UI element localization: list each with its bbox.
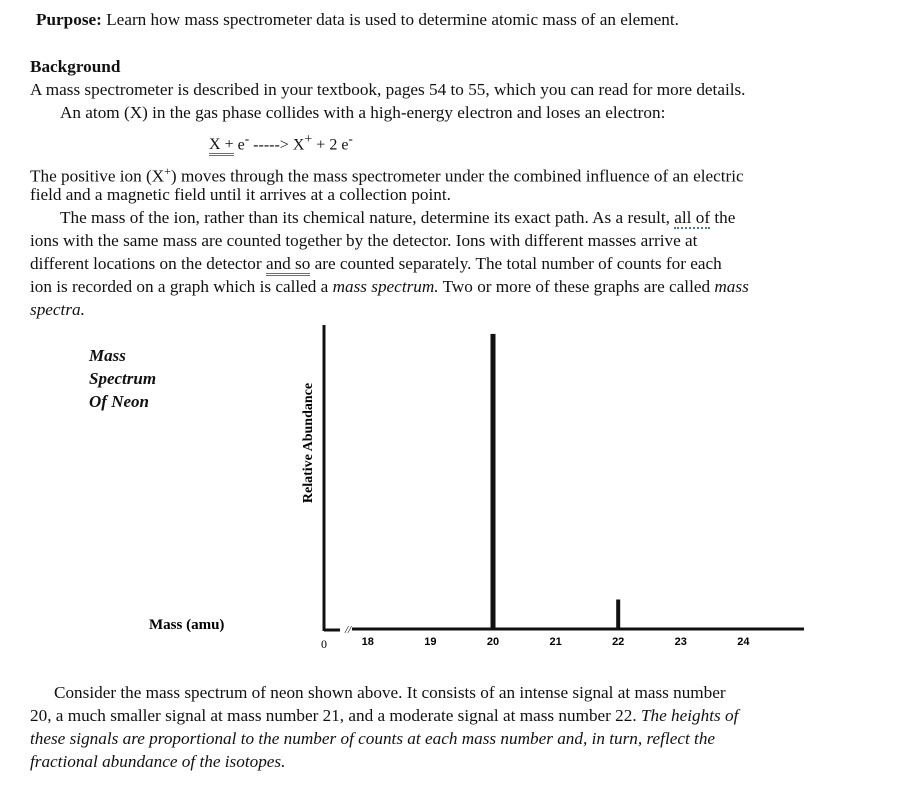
- tick-label-22: 22: [612, 636, 625, 648]
- tick-labels: [362, 636, 751, 648]
- tick-label-20: 20: [486, 636, 500, 648]
- tick-label-18: 18: [361, 636, 374, 648]
- chart-title-line1: Mass: [89, 346, 126, 365]
- conclusion-l2-text: 20, a much smaller signal at mass number 21, and a moderate signal at mass number 22.: [30, 706, 637, 725]
- equation-product-rest: + 2 e: [316, 136, 349, 154]
- axis-break-mark: //: [345, 624, 352, 636]
- chart-title-line2: Spectrum: [89, 369, 157, 388]
- origin-label: 0: [321, 637, 327, 651]
- p3-l3-grammar-mark: and so: [266, 254, 310, 276]
- equation-product: X: [292, 136, 305, 154]
- equation-electron-charge: -: [244, 131, 250, 146]
- tick-label-24: 24: [737, 636, 750, 648]
- chart-title-line3: Of Neon: [89, 392, 149, 411]
- background-p3-line2: ions with the same mass are counted together by the detector. Ions with different masses arrive at: [30, 231, 698, 250]
- p3-l4-text-b: Two or more of these graphs are called: [442, 277, 711, 296]
- equation-product-electron-charge: -: [348, 131, 353, 146]
- equation-electron: e: [237, 136, 245, 154]
- p3-grammar-mark: all of: [674, 208, 711, 227]
- p3-l4-term: mass spectrum.: [332, 277, 439, 296]
- equation-reactant: X: [209, 136, 221, 154]
- bar-mass-20: [491, 334, 496, 629]
- p2-text-a: The positive ion (X: [30, 166, 165, 186]
- x-axis-label: Mass (amu): [149, 617, 225, 633]
- p3-text-b: the: [714, 208, 736, 227]
- equation-plus: +: [224, 136, 234, 154]
- background-p3-line5: spectra.: [30, 300, 85, 319]
- purpose-text: Learn how mass spectrometer data is used to determine atomic mass of an element.: [106, 10, 679, 29]
- bar-mass-22: [616, 600, 620, 630]
- tick-label-23: 23: [674, 636, 687, 648]
- conclusion-l2-ital: The heights of: [640, 706, 739, 725]
- tick-label-19: 19: [424, 636, 437, 648]
- p3-l3-text-a: different locations on the detector: [30, 254, 262, 273]
- conclusion-line3: these signals are proportional to the number of counts at each mass number and, in turn, reflect the: [30, 729, 716, 748]
- background-heading: Background: [30, 57, 121, 76]
- background-p1-line2: An atom (X) in the gas phase collides with a high-energy electron and loses an electron:: [60, 103, 666, 122]
- conclusion-line4: fractional abundance of the isotopes.: [30, 752, 286, 771]
- purpose-label: Purpose:: [36, 10, 102, 29]
- conclusion-line2: [30, 704, 738, 727]
- p2-superscript: +: [164, 164, 171, 178]
- bar-mass-21: [554, 628, 558, 629]
- background-p1-line1: A mass spectrometer is described in your textbook, pages 54 to 55, which you can read for more details.: [30, 80, 746, 99]
- y-axis-label: Relative Abundance: [301, 382, 316, 504]
- bars: [491, 334, 621, 629]
- tick-label-21: 21: [549, 636, 562, 648]
- p3-l4-term2: mass: [714, 277, 749, 296]
- background-p2-line2: field and a magnetic field until it arrives at a collection point.: [30, 185, 451, 204]
- equation-arrow: ----->: [253, 136, 289, 154]
- p3-l3-text-b: are counted separately. The total number of counts for each: [314, 254, 722, 273]
- conclusion-line1: Consider the mass spectrum of neon shown above. It consists of an intense signal at mass number: [54, 683, 726, 702]
- p2-text-b: ) moves through the mass spectrometer under the combined influence of an electric: [170, 166, 744, 186]
- p3-text-a: The mass of the ion, rather than its chemical nature, determine its exact path. As a result,: [60, 208, 670, 227]
- chart-axes: [324, 325, 804, 631]
- equation-product-charge: +: [304, 132, 313, 147]
- p3-l4-text-a: ion is recorded on a graph which is called a: [30, 277, 329, 296]
